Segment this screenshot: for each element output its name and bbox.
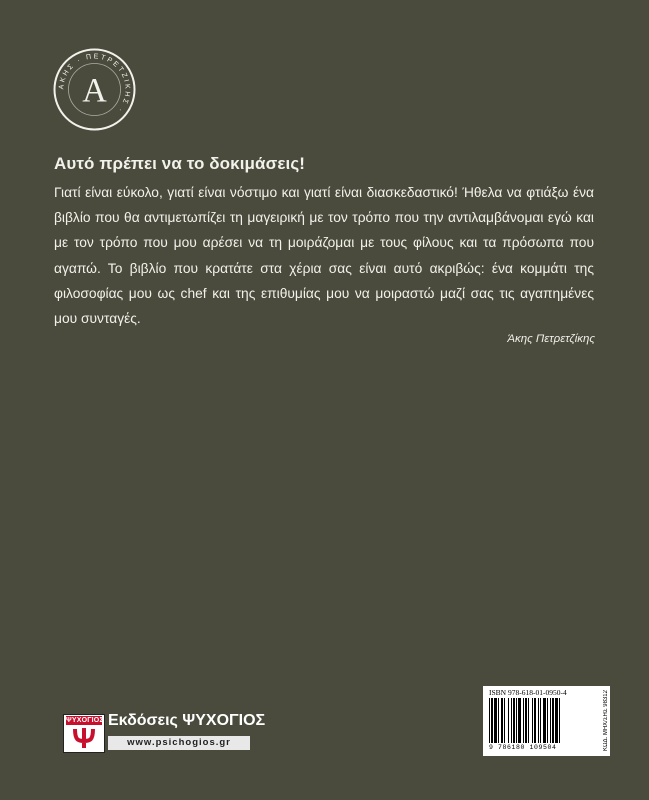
- barcode-bar: [547, 698, 548, 743]
- barcode-bar: [525, 698, 527, 743]
- isbn-text: ISBN 978-618-01-0950-4: [489, 688, 567, 697]
- barcode-bar: [540, 698, 541, 743]
- product-code: ΚΩΔ. ΜΗΧ/ΣΗΣ 98312: [603, 690, 609, 752]
- barcode-bars: [489, 698, 591, 743]
- barcode-bar: [543, 698, 546, 743]
- barcode-bar: [513, 698, 515, 743]
- barcode-bar: [511, 698, 512, 743]
- barcode-bar: [494, 698, 497, 743]
- psi-icon: [69, 726, 99, 750]
- barcode-bar: [559, 698, 560, 743]
- barcode-bar: [523, 698, 524, 743]
- barcode-bar: [504, 698, 505, 743]
- barcode-bar: [491, 698, 493, 743]
- barcode-bar: [489, 698, 490, 743]
- barcode-bar: [518, 698, 521, 743]
- barcode-bar: [555, 698, 558, 743]
- author-signature: Άκης Πετρετζίκης: [507, 333, 595, 345]
- barcode-box: [483, 686, 610, 756]
- barcode-bar: [550, 698, 551, 743]
- barcode-bar: [528, 698, 529, 743]
- publisher-logo: [63, 712, 266, 754]
- publisher-name: Εκδόσεις ΨΥΧΟΓΙΟΣ: [108, 712, 266, 729]
- barcode-bar: [501, 698, 503, 743]
- logo-letter: Α: [82, 72, 107, 109]
- barcode-bar: [538, 698, 539, 743]
- barcode-bar: [508, 698, 509, 743]
- barcode-digits: 9 786180 109504: [489, 744, 557, 751]
- barcode-bar: [534, 698, 536, 743]
- barcode-bar: [516, 698, 517, 743]
- barcode-bar: [552, 698, 554, 743]
- barcode-bar: [532, 698, 533, 743]
- publisher-badge: [63, 714, 105, 753]
- barcode-bar: [498, 698, 499, 743]
- publisher-badge-text: ΨΥΧΟΓΙΟΣ: [66, 717, 104, 724]
- body-paragraph: Γιατί είναι εύκολο, γιατί είναι νόστιμο και γιατί είναι διασκεδαστικό! Ήθελα να φτιάξω ένα βιβλίο που θα αντιμετωπίζει τη μαγειρική με τον τρόπο που την αντιλαμβάνομαι εγώ και με τον τρόπο που μου αρέσει να τη μοιράζομαι με τους φίλους και τα πρόσωπα που αγαπώ. Το βιβλίο που κρατάτε στα χέρια σας είναι αυτό ακριβώς: ένα κομμάτι της φιλοσοφίας μου ως chef και της επιθυμίας μου να μοιραστώ μαζί σας τις αγαπημένες μου συνταγές.: [54, 185, 594, 327]
- page-heading: Αυτό πρέπει να το δοκιμάσεις!: [54, 154, 306, 173]
- author-logo: [52, 47, 137, 132]
- publisher-website: www.psichogios.gr: [108, 736, 250, 750]
- logo-ring-text: ΑΚΗΣ · ΠΕΤΡΕΤΖΙΚΗΣ ·: [58, 53, 131, 115]
